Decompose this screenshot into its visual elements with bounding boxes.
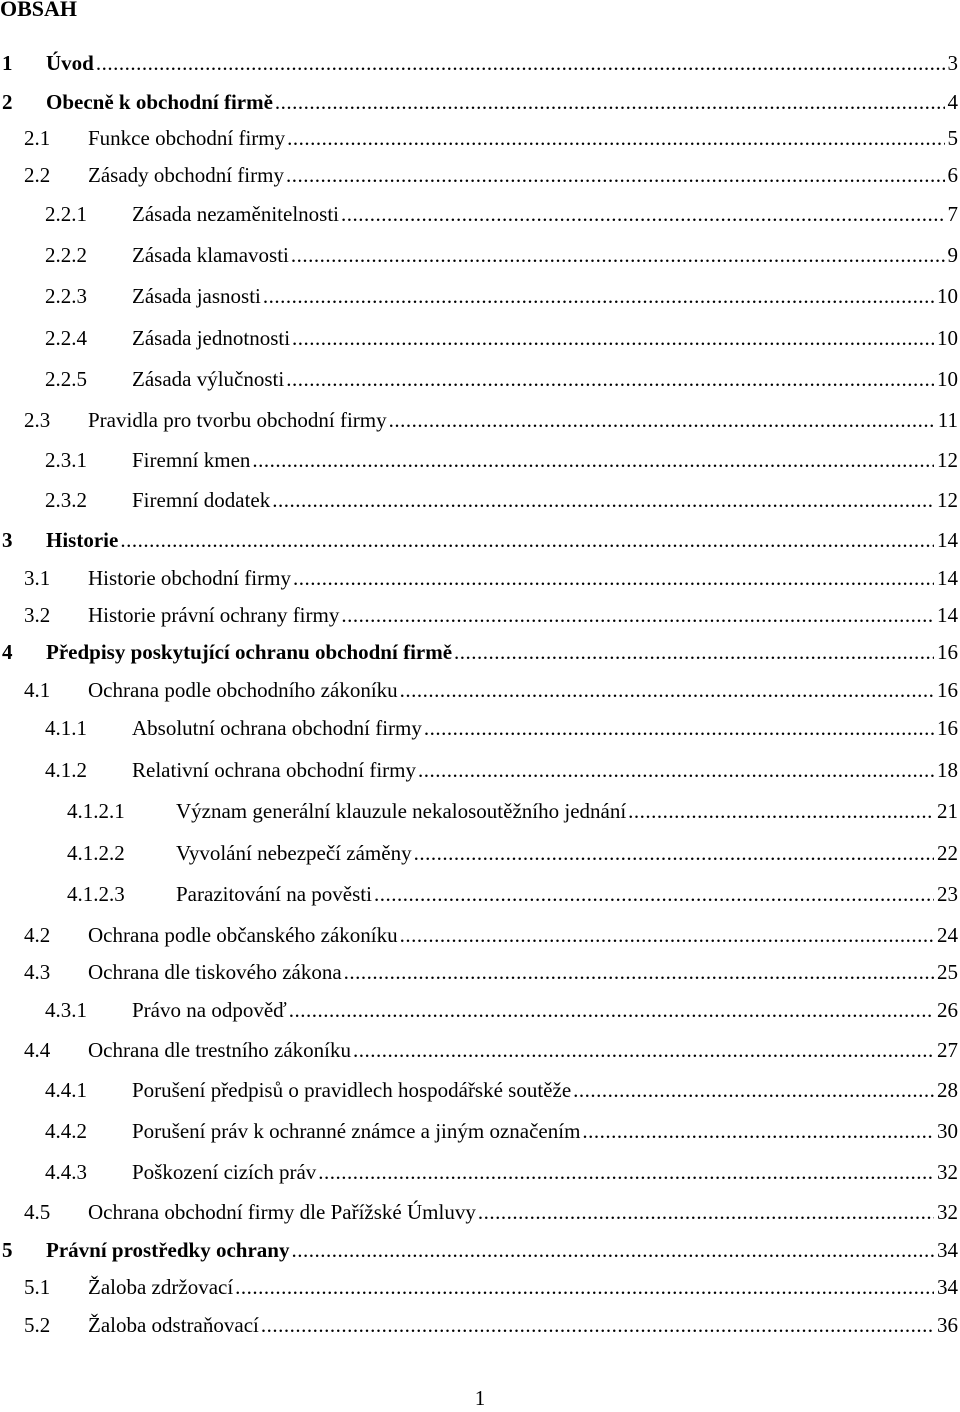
- toc-entry-page: 18: [937, 758, 958, 782]
- toc-dot-leader: [341, 601, 934, 629]
- toc-entry[interactable]: [0, 676, 958, 704]
- toc-entry-title: Firemní dodatek: [132, 488, 271, 512]
- toc-entry[interactable]: [0, 714, 958, 742]
- toc-dot-leader: [263, 282, 934, 310]
- toc-entry-number: 4.3.1: [45, 998, 87, 1022]
- toc-entry-number: 5.1: [24, 1275, 51, 1299]
- toc-entry-page: 14: [937, 528, 958, 552]
- toc-entry-title: Ochrana podle obchodního zákoníku: [88, 678, 398, 702]
- toc-entry-title: Zásada jasnosti: [132, 284, 261, 308]
- toc-entry-page: 32: [937, 1200, 958, 1224]
- toc-dot-leader: [291, 241, 945, 269]
- toc-dot-leader: [291, 1236, 934, 1264]
- toc-entry-title: Historie: [46, 528, 119, 552]
- toc-entry[interactable]: [0, 797, 958, 825]
- toc-entry-number: 4.1.2.3: [67, 882, 125, 906]
- toc-entry[interactable]: [0, 601, 958, 629]
- toc-entry-page: 4: [947, 90, 958, 114]
- toc-entry-title: Porušení předpisů o pravidlech hospodářské soutěže: [132, 1078, 572, 1102]
- toc-entry-page: 22: [937, 841, 958, 865]
- toc-entry[interactable]: [0, 200, 958, 228]
- toc-entry-number: 5.2: [24, 1313, 51, 1337]
- toc-entry[interactable]: [0, 1076, 958, 1104]
- page-title: OBSAH: [0, 0, 78, 21]
- toc-entry[interactable]: [0, 282, 958, 310]
- toc-entry-title: Zásady obchodní firmy: [88, 163, 284, 187]
- toc-dot-leader: [286, 161, 945, 189]
- toc-entry-page: 10: [937, 284, 958, 308]
- toc-entry-number: 1: [2, 51, 13, 75]
- toc-entry-title: Žaloba zdržovací: [88, 1275, 234, 1299]
- toc-entry-page: 12: [937, 488, 958, 512]
- toc-entry-page: 6: [947, 163, 958, 187]
- toc-entry-title: Právní prostředky ochrany: [46, 1238, 290, 1262]
- toc-entry-number: 4.4.1: [45, 1078, 87, 1102]
- toc-entry-number: 3.1: [24, 566, 51, 590]
- toc-entry-title: Obecně k obchodní firmě: [46, 90, 273, 114]
- toc-entry[interactable]: [0, 638, 958, 666]
- toc-dot-leader: [582, 1117, 934, 1145]
- toc-entry-number: 4.4.2: [45, 1119, 87, 1143]
- toc-entry-page: 24: [937, 923, 958, 947]
- toc-entry-title: Porušení práv k ochranné známce a jiným označením: [132, 1119, 581, 1143]
- toc-entry-title: Zásada výlučnosti: [132, 367, 285, 391]
- toc-dot-leader: [414, 839, 934, 867]
- toc-dot-leader: [318, 1158, 934, 1186]
- toc-dot-leader: [573, 1076, 934, 1104]
- toc-entry[interactable]: [0, 1311, 958, 1339]
- toc-entry[interactable]: [0, 1273, 958, 1301]
- toc-entry-number: 4.1.2: [45, 758, 87, 782]
- toc-entry-page: 25: [937, 960, 958, 984]
- toc-entry-title: Pravidla pro tvorbu obchodní firmy: [88, 408, 387, 432]
- toc-entry[interactable]: [0, 839, 958, 867]
- toc-entry-page: 10: [937, 367, 958, 391]
- toc-dot-leader: [341, 200, 945, 228]
- toc-entry-title: Ochrana dle tiskového zákona: [88, 960, 342, 984]
- toc-entry-title: Význam generální klauzule nekalosoutěžního jednání: [176, 799, 627, 823]
- toc-entry-number: 3.2: [24, 603, 51, 627]
- toc-entry-number: 2.2.4: [45, 326, 87, 350]
- toc-dot-leader: [400, 921, 934, 949]
- toc-entry-number: 4.3: [24, 960, 51, 984]
- toc-entry-number: 2.2.3: [45, 284, 87, 308]
- toc-entry-title: Ochrana podle občanského zákoníku: [88, 923, 398, 947]
- toc-entry-title: Historie obchodní firmy: [88, 566, 291, 590]
- toc-entry[interactable]: [0, 324, 958, 352]
- toc-entry-number: 5: [2, 1238, 13, 1262]
- toc-entry-title: Funkce obchodní firmy: [88, 126, 286, 150]
- toc-entry-title: Zásada jednotnosti: [132, 326, 291, 350]
- toc-entry-page: 9: [947, 243, 958, 267]
- toc-entry-page: 28: [937, 1078, 958, 1102]
- toc-entry-page: 5: [947, 126, 958, 150]
- toc-entry-title: Zásada nezaměnitelnosti: [132, 202, 339, 226]
- toc-entry-title: Úvod: [46, 51, 94, 75]
- toc-entry[interactable]: [0, 996, 958, 1024]
- toc-dot-leader: [374, 880, 934, 908]
- toc-entry[interactable]: [0, 1117, 958, 1145]
- toc-entry-page: 10: [937, 326, 958, 350]
- toc-entry-number: 4.4.3: [45, 1160, 87, 1184]
- toc-entry-number: 2.3: [24, 408, 51, 432]
- toc-entry[interactable]: [0, 756, 958, 784]
- toc-entry-title: Předpisy poskytující ochranu obchodní firmě: [46, 640, 453, 664]
- toc-entry[interactable]: [0, 446, 958, 474]
- toc-entry-page: 16: [937, 716, 958, 740]
- toc-entry[interactable]: [0, 88, 958, 116]
- toc-entry[interactable]: [0, 1236, 958, 1264]
- toc-entry[interactable]: [0, 958, 958, 986]
- toc-dot-leader: [275, 88, 945, 116]
- toc-entry-page: 32: [937, 1160, 958, 1184]
- toc-dot-leader: [418, 756, 934, 784]
- toc-entry[interactable]: [0, 406, 958, 434]
- toc-dot-leader: [628, 797, 934, 825]
- toc-entry-number: 4.1.2.1: [67, 799, 125, 823]
- toc-entry-page: 12: [937, 448, 958, 472]
- toc-entry[interactable]: [0, 124, 958, 152]
- toc-dot-leader: [344, 958, 934, 986]
- toc-entry[interactable]: [0, 241, 958, 269]
- toc-entry-title: Zásada klamavosti: [132, 243, 289, 267]
- toc-entry-number: 2.1: [24, 126, 51, 150]
- toc-entry-number: 2.2.2: [45, 243, 87, 267]
- toc-entry[interactable]: [0, 880, 958, 908]
- toc-entry-title: Historie právní ochrany firmy: [88, 603, 340, 627]
- toc-dot-leader: [272, 486, 934, 514]
- toc-entry-number: 2.2.1: [45, 202, 87, 226]
- toc-entry-page: 11: [937, 408, 958, 432]
- toc-dot-leader: [400, 676, 934, 704]
- toc-entry-page: 21: [937, 799, 958, 823]
- toc-dot-leader: [289, 996, 934, 1024]
- toc-entry-page: 14: [937, 566, 958, 590]
- toc-dot-leader: [287, 124, 944, 152]
- toc-entry-title: Vyvolání nebezpečí záměny: [176, 841, 412, 865]
- toc-dot-leader: [235, 1273, 934, 1301]
- toc-dot-leader: [252, 446, 934, 474]
- toc-entry-number: 3: [2, 528, 13, 552]
- toc-entry-page: 16: [937, 678, 958, 702]
- toc-entry[interactable]: [0, 1036, 958, 1064]
- toc-entry-number: 4.1.2.2: [67, 841, 125, 865]
- toc-dot-leader: [292, 324, 934, 352]
- toc-dot-leader: [353, 1036, 934, 1064]
- toc-entry-page: 16: [937, 640, 958, 664]
- toc-entry-title: Poškození cizích práv: [132, 1160, 317, 1184]
- toc-entry[interactable]: [0, 49, 958, 77]
- toc-entry-number: 4: [2, 640, 13, 664]
- toc-entry-page: 26: [937, 998, 958, 1022]
- toc-dot-leader: [454, 638, 934, 666]
- toc-entry-title: Relativní ochrana obchodní firmy: [132, 758, 417, 782]
- toc-entry-page: 7: [947, 202, 958, 226]
- toc-entry-number: 2.2: [24, 163, 51, 187]
- toc-entry-page: 27: [937, 1038, 958, 1062]
- toc-entry[interactable]: [0, 526, 958, 554]
- toc-entry[interactable]: [0, 161, 958, 189]
- toc-entry-title: Ochrana obchodní firmy dle Pařížské Úmluvy: [88, 1200, 476, 1224]
- toc-entry-title: Právo na odpověď: [132, 998, 287, 1022]
- toc-entry-number: 2.2.5: [45, 367, 87, 391]
- toc-entry-number: 2.3.1: [45, 448, 87, 472]
- toc-dot-leader: [389, 406, 935, 434]
- toc-entry-title: Žaloba odstraňovací: [88, 1313, 259, 1337]
- toc-entry[interactable]: [0, 921, 958, 949]
- toc-entry-number: 4.5: [24, 1200, 51, 1224]
- page-number: 1: [474, 1386, 486, 1410]
- toc-entry[interactable]: [0, 564, 958, 592]
- toc-entry-number: 2.3.2: [45, 488, 87, 512]
- toc-dot-leader: [286, 365, 934, 393]
- toc-entry-page: 30: [937, 1119, 958, 1143]
- toc-entry-number: 4.1: [24, 678, 51, 702]
- toc-entry-title: Ochrana dle trestního zákoníku: [88, 1038, 351, 1062]
- toc-dot-leader: [424, 714, 934, 742]
- toc-entry-number: 4.1.1: [45, 716, 87, 740]
- toc-dot-leader: [293, 564, 934, 592]
- toc-entry-page: 3: [947, 51, 958, 75]
- toc-entry-title: Firemní kmen: [132, 448, 251, 472]
- toc-dot-leader: [478, 1198, 934, 1226]
- toc-entry-page: 36: [937, 1313, 958, 1337]
- toc-entry-page: 34: [937, 1238, 958, 1262]
- toc-entry-page: 23: [937, 882, 958, 906]
- toc-dot-leader: [120, 526, 934, 554]
- toc-dot-leader: [96, 49, 945, 77]
- toc-entry[interactable]: [0, 365, 958, 393]
- toc-entry[interactable]: [0, 1158, 958, 1186]
- toc-entry-number: 4.2: [24, 923, 51, 947]
- toc-entry-page: 34: [937, 1275, 958, 1299]
- toc-entry[interactable]: [0, 486, 958, 514]
- toc-entry-number: 4.4: [24, 1038, 51, 1062]
- toc-entry-title: Absolutní ochrana obchodní firmy: [132, 716, 422, 740]
- toc-entry[interactable]: [0, 1198, 958, 1226]
- toc-entry-page: 14: [937, 603, 958, 627]
- toc-entry-number: 2: [2, 90, 13, 114]
- toc-entry-title: Parazitování na pověsti: [176, 882, 372, 906]
- toc-dot-leader: [261, 1311, 934, 1339]
